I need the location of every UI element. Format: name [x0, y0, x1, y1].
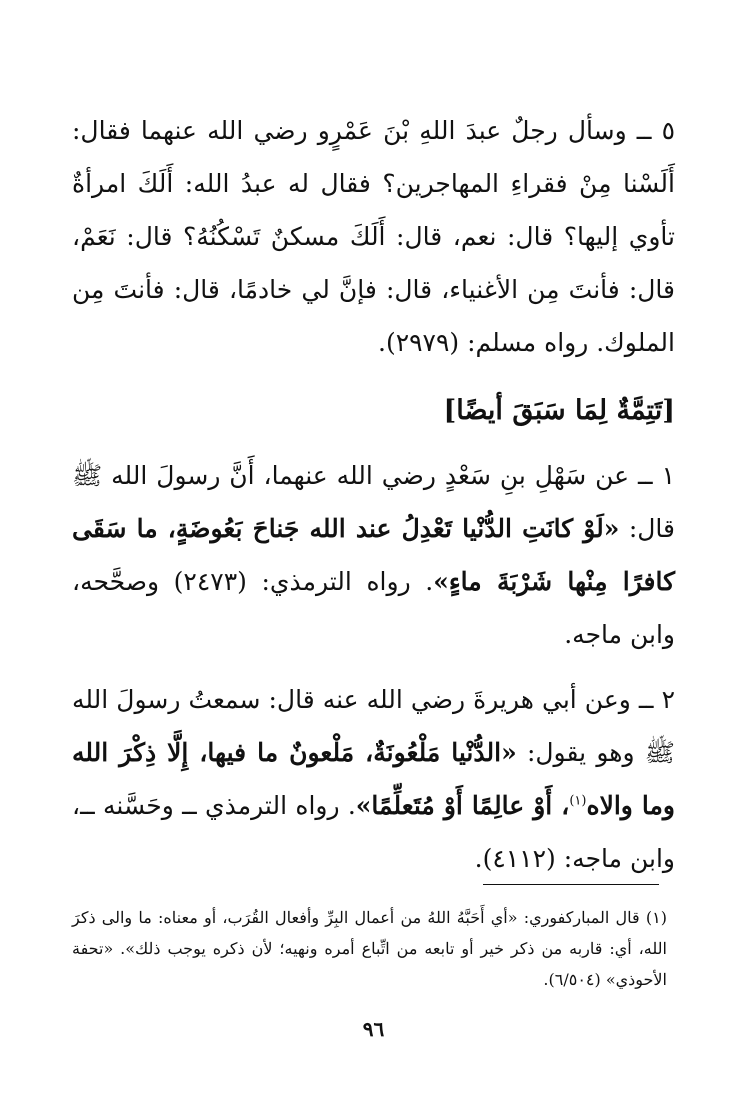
section-heading: [تَتِمَّةٌ لِمَا سَبَقَ أيضًا]: [443, 395, 675, 426]
hadith-quote-2a: «الدُّنْيا مَلْعُونَةٌ، مَلْعونٌ ما فيها، إِلَّا ذِكْرَ الله وما والاه: [72, 738, 676, 820]
paragraph-5-text: ٥ ــ وسأل رجلٌ عبدَ اللهِ بْنَ عَمْرٍو رضي الله عنهما فقال: أَلَسْنا مِنْ فقراءِ المهاجرين؟ فقال له عبدُ الله: أَلَكَ امرأةٌ تأوي إليها؟ قال: نعم، قال: أَلَكَ مسكنٌ تَسْكُنُهُ؟ قال: نَعَمْ، قال: فأنتَ مِن الأغنياء، قال: فإنَّ لي خادمًا، قال: فأنتَ مِن الملوك. رواه مسلم: (٢٩٧٩).: [72, 116, 675, 357]
paragraph-5: [72, 104, 675, 369]
footnote: [72, 902, 667, 995]
paragraph-1-intro: ١ ــ عن سَهْلِ بنِ سَعْدٍ رضي الله عنهما، أَنَّ رسولَ الله ﷺ قال:: [72, 461, 675, 543]
paragraph-2-intro: ٢ ــ وعن أبي هريرةَ رضي الله عنه قال: سمعتُ رسولَ الله ﷺ وهو يقول:: [72, 685, 675, 767]
paragraph-2-tail: . رواه الترمذي ــ وحَسَّنه ــ، وابن ماجه: (٤١١٢).: [72, 791, 675, 873]
paragraph-1: [72, 449, 675, 661]
footnote-reference[interactable]: (١): [569, 793, 587, 809]
paragraph-2: [72, 673, 675, 885]
paragraph-1-tail: . رواه الترمذي: (٢٤٧٣) وصحَّحه، وابن ماجه.: [72, 567, 675, 649]
footnote-separator: [483, 884, 659, 885]
footnote-text: (١) قال المباركفوري: «أي أَحَبَّهُ اللهُ من أعمال البِرِّ وأفعال القُرَب، أو معناه: ما والى ذكرَ الله، أي: قاربه من ذكر خير أو تابعه من اتِّباع أمره ونهيه؛ لأن ذكره يوجب ذلك». «تحفة الأحوذي» (٦/٥٠٤).: [72, 908, 667, 989]
main-text: [72, 104, 675, 885]
hadith-quote-2b: ، أَوْ عالِمًا أَوْ مُتَعلِّمًا»: [355, 791, 570, 820]
page-number: ٩٦: [362, 1017, 385, 1041]
hadith-quote-1: «لَوْ كانَتِ الدُّنْيا تَعْدِلُ عند الله جَناحَ بَعُوضَةٍ، ما سَقَى كافرًا مِنْها شَرْبَةَ ماءٍ»: [72, 514, 676, 596]
